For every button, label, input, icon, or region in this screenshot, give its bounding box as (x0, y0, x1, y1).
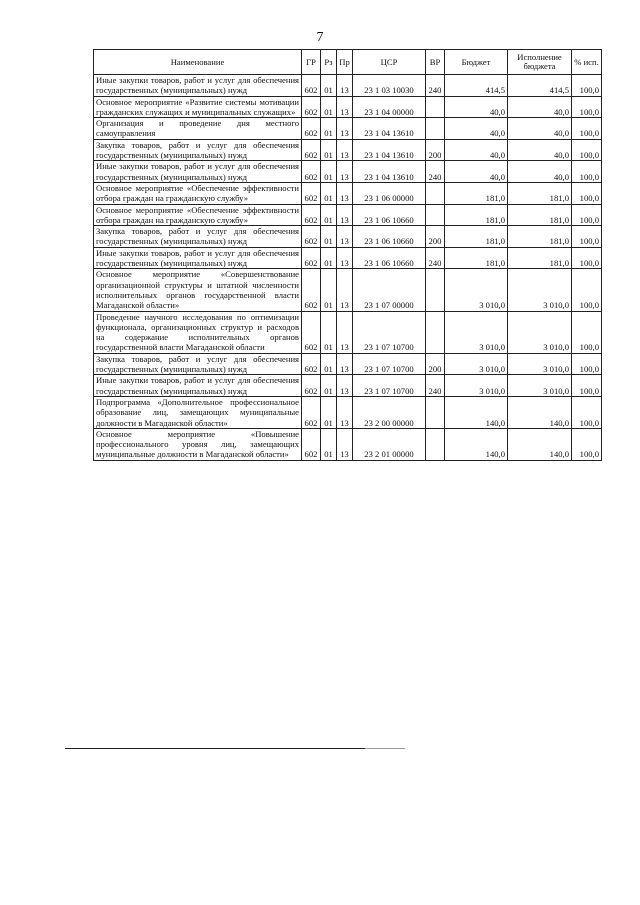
row-percent: 100,0 (572, 269, 602, 311)
row-pr: 13 (337, 353, 353, 375)
row-execution: 3 010,0 (508, 269, 572, 311)
row-percent: 100,0 (572, 96, 602, 118)
footnote-separator-faint (365, 748, 405, 749)
table-row (94, 428, 602, 460)
table-row (94, 269, 602, 311)
page-number: 7 (316, 30, 324, 45)
row-vr: 200 (426, 353, 445, 375)
row-execution: 181,0 (508, 247, 572, 269)
row-budget: 414,5 (445, 75, 508, 97)
row-gr: 602 (302, 182, 321, 204)
row-percent: 100,0 (572, 353, 602, 375)
row-vr: 240 (426, 161, 445, 183)
row-csr: 23 1 07 10700 (353, 375, 426, 397)
row-budget: 181,0 (445, 182, 508, 204)
table-row (94, 396, 602, 428)
row-csr: 23 1 07 10700 (353, 311, 426, 353)
row-rz: 01 (321, 428, 337, 460)
row-percent: 100,0 (572, 182, 602, 204)
row-percent: 100,0 (572, 75, 602, 97)
row-name: Закупка товаров, работ и услуг для обеспечения государственных (муниципальных) нужд (94, 139, 302, 161)
header-csr: ЦСР (353, 50, 426, 75)
row-gr: 602 (302, 75, 321, 97)
row-pr: 13 (337, 139, 353, 161)
row-rz: 01 (321, 311, 337, 353)
row-pr: 13 (337, 161, 353, 183)
row-percent: 100,0 (572, 428, 602, 460)
row-vr: 200 (426, 226, 445, 248)
table-header-row (94, 50, 602, 75)
header-budget: Бюджет (445, 50, 508, 75)
row-csr: 23 1 03 10030 (353, 75, 426, 97)
row-budget: 140,0 (445, 428, 508, 460)
row-execution: 414,5 (508, 75, 572, 97)
row-budget: 3 010,0 (445, 353, 508, 375)
row-vr: 240 (426, 375, 445, 397)
row-percent: 100,0 (572, 396, 602, 428)
row-execution: 3 010,0 (508, 311, 572, 353)
header-rz: Рз (321, 50, 337, 75)
row-percent: 100,0 (572, 247, 602, 269)
row-name: Иные закупки товаров, работ и услуг для обеспечения государственных (муниципальных) нужд (94, 75, 302, 97)
row-budget: 40,0 (445, 161, 508, 183)
row-name: Закупка товаров, работ и услуг для обеспечения государственных (муниципальных) нужд (94, 353, 302, 375)
row-percent: 100,0 (572, 204, 602, 226)
row-rz: 01 (321, 139, 337, 161)
budget-execution-table (93, 49, 602, 461)
table-row (94, 311, 602, 353)
row-budget: 3 010,0 (445, 269, 508, 311)
row-gr: 602 (302, 247, 321, 269)
row-execution: 40,0 (508, 161, 572, 183)
row-vr (426, 118, 445, 140)
row-name: Закупка товаров, работ и услуг для обеспечения государственных (муниципальных) нужд (94, 226, 302, 248)
row-name: Иные закупки товаров, работ и услуг для обеспечения государственных (муниципальных) нужд (94, 375, 302, 397)
row-csr: 23 1 07 00000 (353, 269, 426, 311)
table-row (94, 182, 602, 204)
row-name: Основное мероприятие «Совершенствование организационной структуры и штатной численности исполнительных органов государственной власти Магаданской области» (94, 269, 302, 311)
row-budget: 181,0 (445, 204, 508, 226)
table-row (94, 161, 602, 183)
row-csr: 23 1 06 10660 (353, 247, 426, 269)
row-pr: 13 (337, 375, 353, 397)
row-gr: 602 (302, 96, 321, 118)
row-pr: 13 (337, 269, 353, 311)
row-rz: 01 (321, 118, 337, 140)
row-gr: 602 (302, 139, 321, 161)
row-percent: 100,0 (572, 139, 602, 161)
row-pr: 13 (337, 75, 353, 97)
table-row (94, 375, 602, 397)
row-name: Подпрограмма «Дополнительное профессиональное образование лиц, замещающих муниципальные должности в Магаданской области» (94, 396, 302, 428)
row-pr: 13 (337, 226, 353, 248)
row-gr: 602 (302, 226, 321, 248)
row-gr: 602 (302, 311, 321, 353)
header-gr: ГР (302, 50, 321, 75)
row-pr: 13 (337, 96, 353, 118)
row-csr: 23 1 04 13610 (353, 139, 426, 161)
row-execution: 3 010,0 (508, 353, 572, 375)
row-vr: 200 (426, 139, 445, 161)
row-gr: 602 (302, 396, 321, 428)
row-execution: 181,0 (508, 182, 572, 204)
row-csr: 23 2 00 00000 (353, 396, 426, 428)
row-gr: 602 (302, 161, 321, 183)
row-gr: 602 (302, 353, 321, 375)
table-row (94, 247, 602, 269)
row-vr: 240 (426, 75, 445, 97)
row-percent: 100,0 (572, 118, 602, 140)
row-execution: 140,0 (508, 428, 572, 460)
row-execution: 181,0 (508, 204, 572, 226)
row-vr (426, 182, 445, 204)
row-rz: 01 (321, 182, 337, 204)
table-row (94, 226, 602, 248)
row-rz: 01 (321, 226, 337, 248)
row-name: Иные закупки товаров, работ и услуг для обеспечения государственных (муниципальных) нужд (94, 161, 302, 183)
row-name: Основное мероприятие «Развитие системы мотивации гражданских служащих и муниципальных служащих» (94, 96, 302, 118)
row-name: Проведение научного исследования по оптимизации функционала, организационных структур и расходов на содержание исполнительных органов государственной власти Магаданской области (94, 311, 302, 353)
row-pr: 13 (337, 182, 353, 204)
row-budget: 3 010,0 (445, 375, 508, 397)
row-vr (426, 311, 445, 353)
row-csr: 23 1 06 10660 (353, 226, 426, 248)
row-csr: 23 1 04 00000 (353, 96, 426, 118)
row-csr: 23 1 04 13610 (353, 161, 426, 183)
table-row (94, 204, 602, 226)
row-execution: 140,0 (508, 396, 572, 428)
header-vr: ВР (426, 50, 445, 75)
row-name: Иные закупки товаров, работ и услуг для обеспечения государственных (муниципальных) нужд (94, 247, 302, 269)
row-rz: 01 (321, 161, 337, 183)
row-vr (426, 269, 445, 311)
row-execution: 40,0 (508, 96, 572, 118)
row-rz: 01 (321, 353, 337, 375)
row-csr: 23 1 04 13610 (353, 118, 426, 140)
row-percent: 100,0 (572, 375, 602, 397)
row-rz: 01 (321, 396, 337, 428)
row-gr: 602 (302, 375, 321, 397)
row-budget: 40,0 (445, 139, 508, 161)
row-name: Основное мероприятие «Повышение профессионального уровня лиц, замещающих муниципальные должности в Магаданской области» (94, 428, 302, 460)
row-rz: 01 (321, 204, 337, 226)
row-pr: 13 (337, 247, 353, 269)
row-rz: 01 (321, 247, 337, 269)
row-budget: 140,0 (445, 396, 508, 428)
row-name: Организация и проведение дня местного самоуправления (94, 118, 302, 140)
header-execution: Исполнение бюджета (508, 50, 572, 75)
row-vr (426, 96, 445, 118)
row-gr: 602 (302, 204, 321, 226)
row-percent: 100,0 (572, 161, 602, 183)
row-csr: 23 1 06 10660 (353, 204, 426, 226)
footnote-separator-line (65, 748, 365, 749)
row-execution: 3 010,0 (508, 375, 572, 397)
row-csr: 23 1 06 00000 (353, 182, 426, 204)
row-vr (426, 204, 445, 226)
row-gr: 602 (302, 428, 321, 460)
row-rz: 01 (321, 75, 337, 97)
header-name: Наименование (94, 50, 302, 75)
row-pr: 13 (337, 396, 353, 428)
row-execution: 40,0 (508, 139, 572, 161)
row-budget: 3 010,0 (445, 311, 508, 353)
row-csr: 23 1 07 10700 (353, 353, 426, 375)
row-name: Основное мероприятие «Обеспечение эффективности отбора граждан на гражданскую службу» (94, 204, 302, 226)
table-row (94, 96, 602, 118)
row-gr: 602 (302, 118, 321, 140)
row-vr: 240 (426, 247, 445, 269)
row-pr: 13 (337, 428, 353, 460)
row-execution: 181,0 (508, 226, 572, 248)
header-percent: % исп. (572, 50, 602, 75)
row-rz: 01 (321, 375, 337, 397)
row-budget: 181,0 (445, 247, 508, 269)
row-percent: 100,0 (572, 226, 602, 248)
row-vr (426, 428, 445, 460)
row-budget: 40,0 (445, 118, 508, 140)
row-rz: 01 (321, 269, 337, 311)
row-percent: 100,0 (572, 311, 602, 353)
row-rz: 01 (321, 96, 337, 118)
table-row (94, 75, 602, 97)
row-pr: 13 (337, 204, 353, 226)
row-pr: 13 (337, 311, 353, 353)
row-budget: 40,0 (445, 96, 508, 118)
table-row (94, 353, 602, 375)
row-pr: 13 (337, 118, 353, 140)
row-budget: 181,0 (445, 226, 508, 248)
table-body (94, 75, 602, 461)
row-csr: 23 2 01 00000 (353, 428, 426, 460)
table-row (94, 118, 602, 140)
header-pr: Пр (337, 50, 353, 75)
row-vr (426, 396, 445, 428)
row-execution: 40,0 (508, 118, 572, 140)
row-gr: 602 (302, 269, 321, 311)
table-row (94, 139, 602, 161)
row-name: Основное мероприятие «Обеспечение эффективности отбора граждан на гражданскую службу» (94, 182, 302, 204)
